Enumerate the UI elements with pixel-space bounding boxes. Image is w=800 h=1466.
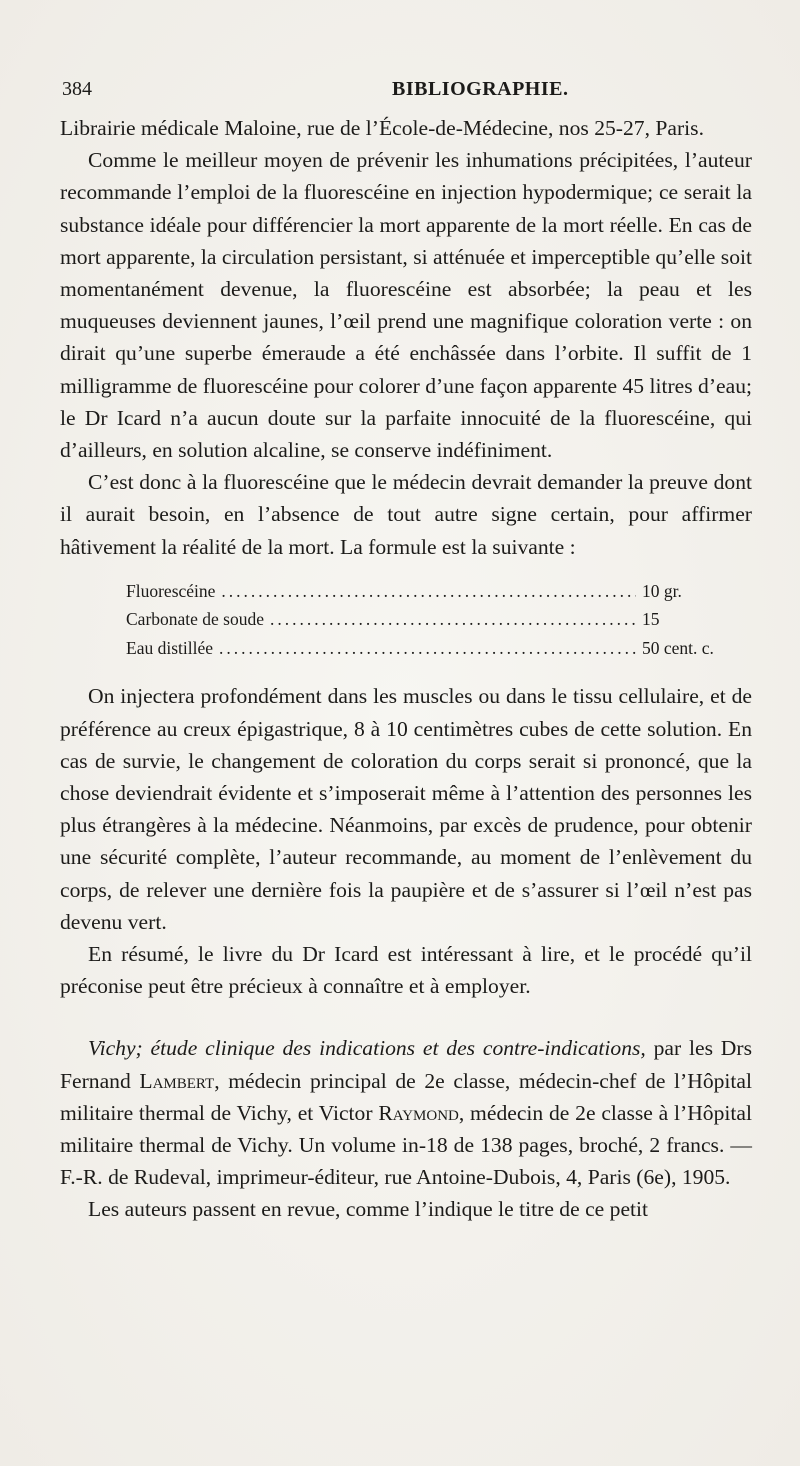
formula-row — [126, 605, 752, 634]
formula-ingredient: Carbonate de soude — [126, 609, 265, 630]
review-text: par les Drs Fernand — [60, 1036, 752, 1093]
author-name: Raymond — [378, 1100, 459, 1125]
paragraph-summary: En résumé, le livre du Dr Icard est intéressant à lire, et le procédé qu’il préconise peut être précieux à connaître et à employer. — [60, 941, 752, 999]
formula-quantity: 15 — [642, 609, 660, 630]
formula-table — [126, 577, 752, 663]
leader-dots — [221, 577, 636, 606]
leader-dots — [270, 605, 636, 634]
paragraph-injection: On injectera profondément dans les muscles ou dans le tissu cellulaire, et de préférence au creux épigastrique, 8 à 10 centimètres cubes de cette solution. En cas de survie, le changement de coloration du corps serait si prononcé, que la chose deviendrait évidente et s’imposerait même à l’attention des personnes les plus étrangères à la médecine. Néanmoins, par excès de prudence, pour obtenir une sécurité complète, l’auteur recommande, au moment de l’enlèvement du corps, de relever une dernière fois la paupière et de s’assurer si l’œil n’est pas devenu vert. — [60, 684, 752, 934]
formula-row — [126, 577, 752, 606]
paragraph-vichy-review — [60, 1032, 752, 1193]
review-text: , médecin principal de 2e classe, médecin-chef de l’Hôpital militaire thermal de Vichy, et Victor — [60, 1068, 752, 1125]
book-title: Vichy; étude clinique des indications et des contre-indications, — [88, 1036, 646, 1061]
paragraph-publisher: Librairie médicale Maloine, rue de l’École-de-Médecine, nos 25-27, Paris. — [60, 116, 704, 140]
running-title: BIBLIOGRAPHIE. — [392, 78, 569, 100]
paragraph-formula-intro: C’est donc à la fluorescéine que le médecin devrait demander la preuve dont il aurait besoin, en l’absence de tout autre signe certain, pour affirmer hâtivement la réalité de la mort. La formule est la suivante : — [60, 470, 752, 559]
paragraph-fluorescein-method: Comme le meilleur moyen de prévenir les inhumations précipitées, l’auteur recommande l’emploi de la fluorescéine en injection hypodermique; ce serait la substance idéale pour différencier la mort apparente de la mort réelle. En cas de mort apparente, la circulation persistant, si atténuée et imperceptible qu’elle soit momentanément devenue, la fluorescéine est absorbée; la peau et les muqueuses deviennent jaunes, l’œil prend une magnifique coloration verte : on dirait qu’une superbe émeraude a été enchâssée dans l’orbite. Il suffit de 1 milligramme de fluorescéine pour colorer d’une façon apparente 45 litres d’eau; le Dr Icard n’a aucun doute sur la parfaite innocuité de la fluorescéine, qui d’ailleurs, en solution alcaline, se conserve indéfiniment. — [60, 148, 752, 463]
review-text: , médecin de 2e classe à l’Hôpital militaire thermal de Vichy. Un volume in-18 de 138 pages, broché, 2 francs. — F.-R. de Rudeval, imprimeur-éditeur, rue Antoine-Dubois, 4, Paris (6e), 1905. — [60, 1100, 752, 1190]
page-body — [60, 112, 752, 1226]
author-name: Lambert — [139, 1068, 215, 1093]
formula-quantity: 50 cent. c. — [642, 637, 714, 658]
formula-row — [126, 634, 752, 663]
leader-dots — [219, 634, 636, 663]
section-gap — [60, 1002, 752, 1032]
paragraph-continuation: Les auteurs passent en revue, comme l’indique le titre de ce petit — [88, 1197, 649, 1222]
formula-ingredient: Eau distillée — [126, 637, 213, 658]
formula-quantity: 10 gr. — [642, 580, 682, 601]
page-number: 384 — [62, 78, 92, 100]
formula-ingredient: Fluorescéine — [126, 580, 216, 601]
